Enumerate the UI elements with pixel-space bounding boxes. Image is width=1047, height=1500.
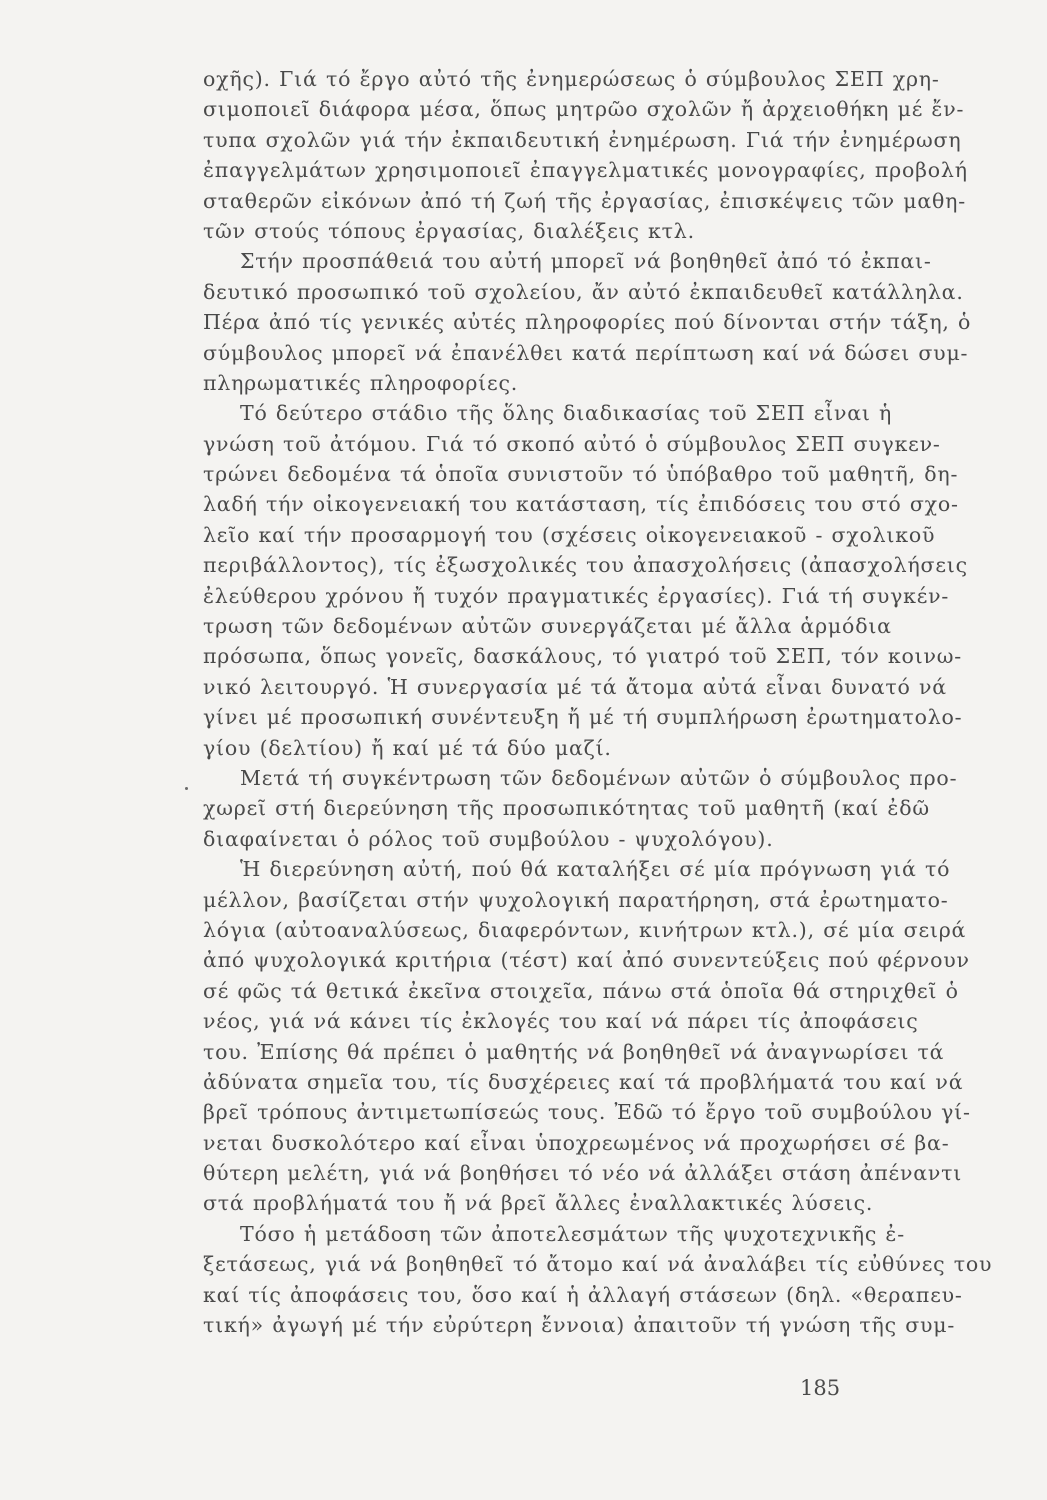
text-line: Τό δεύτερο στάδιο τῆς ὅλης διαδικασίας τοῦ ΣΕΠ εἶναι ἡ xyxy=(240,401,893,426)
text-line: ἀδύνατα σημεῖα του, τίς δυσχέρειες καί τά προβλήματά του καί νά xyxy=(203,1069,964,1094)
text-line: γνώση τοῦ ἀτόμου. Γιά τό σκοπό αὐτό ὁ σύμβουλος ΣΕΠ συγκεν- xyxy=(203,431,941,456)
text-line: νέος, γιά νά κάνει τίς ἐκλογές του καί νά πάρει τίς ἀποφάσεις xyxy=(203,1009,919,1034)
paragraph xyxy=(203,398,968,763)
paragraph xyxy=(203,64,968,246)
text-line: διαφαίνεται ὁ ρόλος τοῦ συμβούλου - ψυχολόγου). xyxy=(203,826,774,851)
text-line: γίνει μέ προσωπική συνέντευξη ἤ μέ τή συμπλήρωση ἐρωτηματολο- xyxy=(203,705,963,730)
text-line: Ἡ διερεύνηση αὐτή, πού θά καταλήξει σέ μία πρόγνωση γιά τό xyxy=(240,857,951,882)
paragraph xyxy=(203,1219,993,1341)
paragraph xyxy=(203,246,972,398)
text-line: τρώνει δεδομένα τά ὁποῖα συνιστοῦν τό ὑπόβαθρο τοῦ μαθητῆ, δη- xyxy=(203,462,959,487)
text-line: περιβάλλοντος), τίς ἐξωσχολικές του ἀπασχολήσεις (ἀπασχολήσεις xyxy=(203,553,968,578)
text-line: σιμοποιεῖ διάφορα μέσα, ὅπως μητρῶο σχολῶν ἤ ἀρχειοθήκη μέ ἔν- xyxy=(203,97,965,122)
text-line: ξετάσεως, γιά νά βοηθηθεῖ τό ἄτομο καί νά ἀναλάβει τίς εὐθύνες του xyxy=(203,1252,993,1277)
text-line: βρεῖ τρόπους ἀντιμετωπίσεώς τους. Ἐδῶ τό ἔργο τοῦ συμβούλου γί- xyxy=(203,1100,971,1125)
text-line: Στήν προσπάθειά του αὐτή μπορεῖ νά βοηθηθεῖ ἀπό τό ἐκπαι- xyxy=(240,249,932,274)
text-line: ἐπαγγελμάτων χρησιμοποιεῖ ἐπαγγελματικές μονογραφίες, προβολή xyxy=(203,158,968,183)
body-text xyxy=(203,64,993,1340)
text-line: πληρωματικές πληροφορίες. xyxy=(203,370,519,395)
text-line: οχῆς). Γιά τό ἔργο αὐτό τῆς ἐνημερώσεως ὁ σύμβουλος ΣΕΠ χρη- xyxy=(203,67,940,91)
text-line: Τόσο ἡ μετάδοση τῶν ἀποτελεσμάτων τῆς ψυχοτεχνικῆς ἐ- xyxy=(240,1221,905,1246)
text-line: τῶν στούς τόπους ἐργασίας, διαλέξεις κτλ. xyxy=(203,218,695,243)
text-line: νεται δυσκολότερο καί εἶναι ὑποχρεωμένος νά προχωρήσει σέ βα- xyxy=(203,1130,950,1155)
page-number: 185 xyxy=(800,1376,841,1400)
text-line: Πέρα ἀπό τίς γενικές αὐτές πληροφορίες πού δίνονται στήν τάξη, ὁ xyxy=(203,310,972,335)
text-line: σύμβουλος μπορεῖ νά ἐπανέλθει κατά περίπτωση καί νά δώσει συμ- xyxy=(203,340,969,365)
text-line: τική» ἀγωγή μέ τήν εὐρύτερη ἔννοια) ἀπαιτοῦν τή γνώση τῆς συμ- xyxy=(203,1313,956,1338)
text-line: δευτικό προσωπικό τοῦ σχολείου, ἄν αὐτό ἐκπαιδευθεῖ κατάλληλα. xyxy=(203,279,964,304)
text-line: λεῖο καί τήν προσαρμογή του (σχέσεις οἰκογενειακοῦ - σχολικοῦ xyxy=(203,522,936,547)
margin-dot xyxy=(185,787,188,790)
text-line: πρόσωπα, ὅπως γονεῖς, δασκάλους, τό γιατρό τοῦ ΣΕΠ, τόν κοινω- xyxy=(203,644,963,669)
text-line: στά προβλήματά του ἤ νά βρεῖ ἄλλες ἐναλλακτικές λύσεις. xyxy=(203,1191,874,1216)
paragraph xyxy=(203,854,971,1219)
text-line: λόγια (αὐτοαναλύσεως, διαφερόντων, κινήτρων κτλ.), σέ μία σειρά xyxy=(203,917,967,942)
text-line: καί τίς ἀποφάσεις του, ὅσο καί ἡ ἀλλαγή στάσεων (δηλ. «θεραπευ- xyxy=(203,1282,963,1307)
text-line: τυπα σχολῶν γιά τήν ἐκπαιδευτική ἐνημέρωση. Γιά τήν ἐνημέρωση xyxy=(203,127,962,152)
text-line: ἐλεύθερου χρόνου ἤ τυχόν πραγματικές ἐργασίες). Γιά τή συγκέν- xyxy=(203,583,950,608)
text-line: τρωση τῶν δεδομένων αὐτῶν συνεργάζεται μέ ἄλλα ἁρμόδια xyxy=(203,614,892,639)
text-line: γίου (δελτίου) ἤ καί μέ τά δύο μαζί. xyxy=(203,735,612,760)
text-line: του. Ἐπίσης θά πρέπει ὁ μαθητής νά βοηθηθεῖ νά ἀναγνωρίσει τά xyxy=(203,1039,945,1064)
text-line: λαδή τήν οἰκογενειακή του κατάσταση, τίς ἐπιδόσεις του στό σχο- xyxy=(203,492,959,517)
text-line: νικό λειτουργό. Ἡ συνεργασία μέ τά ἄτομα αὐτά εἶναι δυνατό νά xyxy=(203,674,947,699)
text-line: Μετά τή συγκέντρωση τῶν δεδομένων αὐτῶν ὁ σύμβουλος προ- xyxy=(240,765,958,790)
text-line: σέ φῶς τά θετικά ἐκεῖνα στοιχεῖα, πάνω στά ὁποῖα θά στηριχθεῖ ὁ xyxy=(203,978,959,1003)
text-line: ἀπό ψυχολογικά κριτήρια (τέστ) καί ἀπό συνεντεύξεις πού φέρνουν xyxy=(203,948,970,973)
text-line: θύτερη μελέτη, γιά νά βοηθήσει τό νέο νά ἀλλάξει στάση ἀπέναντι xyxy=(203,1161,963,1186)
text-line: χωρεῖ στή διερεύνηση τῆς προσωπικότητας τοῦ μαθητῆ (καί ἐδῶ xyxy=(203,796,930,821)
paragraph xyxy=(203,763,958,854)
text-line: σταθερῶν εἰκόνων ἀπό τή ζωή τῆς ἐργασίας, ἐπισκέψεις τῶν μαθη- xyxy=(203,188,966,213)
text-line: μέλλον, βασίζεται στήν ψυχολογική παρατήρηση, στά ἐρωτηματο- xyxy=(203,887,949,912)
